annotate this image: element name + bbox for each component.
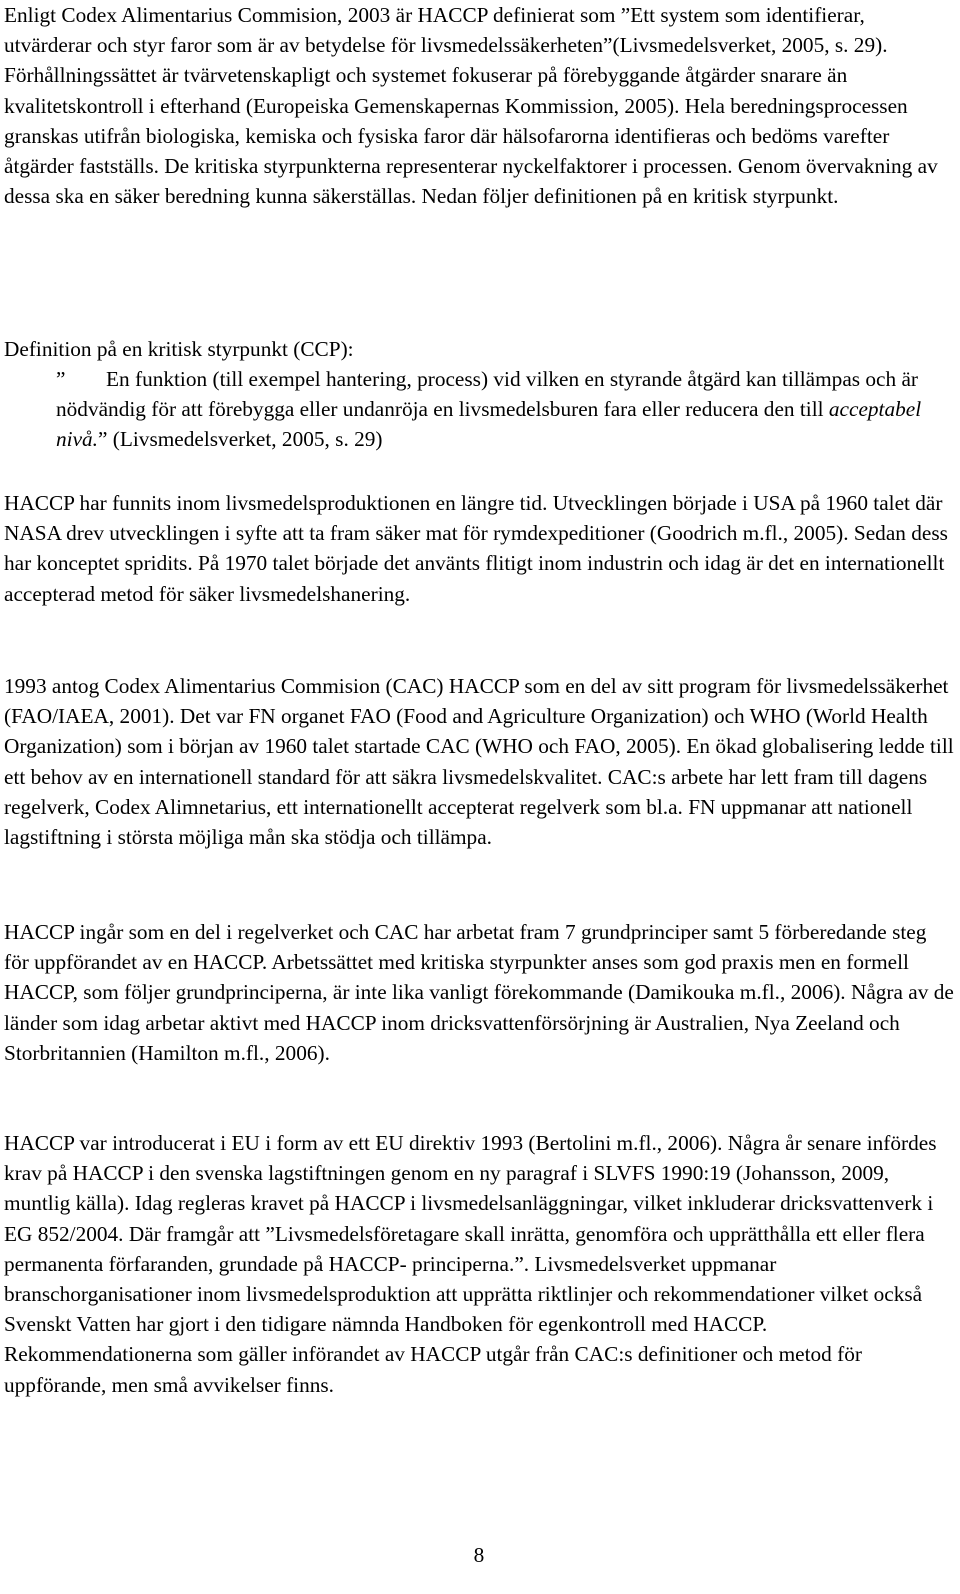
quote-indent — [56, 364, 106, 394]
paragraph-eu-regulation: HACCP var introducerat i EU i form av ett EU direktiv 1993 (Bertolini m.fl., 2006). Några år senare infördes krav på HACCP i den svenska lagstiftningen genom en ny paragraf i SLVFS 1990:19 (Johansson, 2009, muntlig källa). Idag regleras kravet på HACCP i livsmedelsanläggningar, vilket inkluderar dricksvattenverk i EG 852/2004. Där framgår att ”Livsmedelsföretagare skall inrätta, genomföra och upprätthålla ett eller flera permanenta förfaranden, grundade på HACCP- principerna.”. Livsmedelsverket uppmanar branschorganisationer inom livsmedelsproduktion att upprätta riktlinjer och rekommendationer vilket också Svenskt Vatten har gjort i den tidigare nämnda Handboken för egenkontroll med HACCP. Rekommendationerna som gäller införandet av HACCP utgår från CAC:s definitioner och metod för uppförande, men små avvikelser finns. — [4, 1131, 937, 1397]
paragraph-history: HACCP har funnits inom livsmedelsproduktionen en längre tid. Utvecklingen började i USA på 1960 talet där NASA drev utvecklingen i syfte att ta fram säker mat för rymdexpeditioner (Goodrich m.fl., 2005). Sedan dess har konceptet spridits. På 1970 talet började det använts flitigt inom industrin och idag är det en internationellt accepterad metod för säker livsmedelshanering. — [4, 491, 948, 606]
definition-citation: (Livsmedelsverket, 2005, s. 29) — [107, 427, 383, 452]
paragraph-cac: 1993 antog Codex Alimentarius Commision (CAC) HACCP som en del av sitt program för livsmedelssäkerhet (FAO/IAEA, 2001). Det var FN organet FAO (Food and Agriculture Organization) och WHO (World Health Organization) som i början av 1960 talet startade CAC (WHO och FAO, 2005). En ökad globalisering ledde till ett behov av en internationell standard för att säkra livsmedelskvalitet. CAC:s arbete har lett fram till dagens regelverk, Codex Alimnetarius, ett internationellt accepterat regelverk som bl.a. FN uppmanar att nationell lagstiftning i största möjliga mån ska stödja och tillämpa. — [4, 674, 954, 850]
close-quote-mark: ” — [98, 427, 108, 452]
page-number: 8 — [473, 1543, 485, 1567]
definition-text: En funktion (till exempel hantering, process) vid vilken en styrande åtgärd kan tillämpas och är nödvändig för att förebygga eller undanröja en livsmedelsburen fara eller reducera den till — [56, 367, 918, 422]
definition-italic-phrase: acceptabel nivå. — [56, 397, 922, 452]
paragraph-principles: HACCP ingår som en del i regelverket och CAC har arbetat fram 7 grundprinciper samt 5 förberedande steg för uppförandet av en HACCP. Arbetssättet med kritiska styrpunkter anses som god praxis men en formell HACCP, som följer grundprinciperna, är inte lika vanligt förekommande (Damikouka m.fl., 2006). Några av de länder som idag arbetar aktivt med HACCP inom dricksvattenförsörjning är Australien, Nya Zeeland och Storbritannien (Hamilton m.fl., 2006). — [4, 920, 954, 1065]
definition-heading: Definition på en kritisk styrpunkt (CCP): — [4, 337, 354, 361]
definition-quote — [56, 364, 954, 455]
open-quote-mark: ” — [56, 367, 66, 391]
paragraph-codex-definition: Enligt Codex Alimentarius Commision, 2003 är HACCP definierat som ”Ett system som identifierar, utvärderar och styr faror som är av betydelse för livsmedelssäkerheten”(Livsmedelsverket, 2005, s. 29). Förhållningssättet är tvärvetenskapligt och systemet fokuserar på förebyggande åtgärder snarare än kvalitetskontroll i efterhand (Europeiska Gemenskapernas Kommission, 2005). Hela beredningsprocessen granskas utifrån biologiska, kemiska och fysiska faror där hälsofarorna identifieras och bedöms varefter åtgärder fastställs. De kritiska styrpunkterna representerar nyckelfaktorer i processen. Genom övervakning av dessa ska en säker beredning kunna säkerställas. Nedan följer definitionen på en kritisk styrpunkt. — [4, 3, 938, 209]
